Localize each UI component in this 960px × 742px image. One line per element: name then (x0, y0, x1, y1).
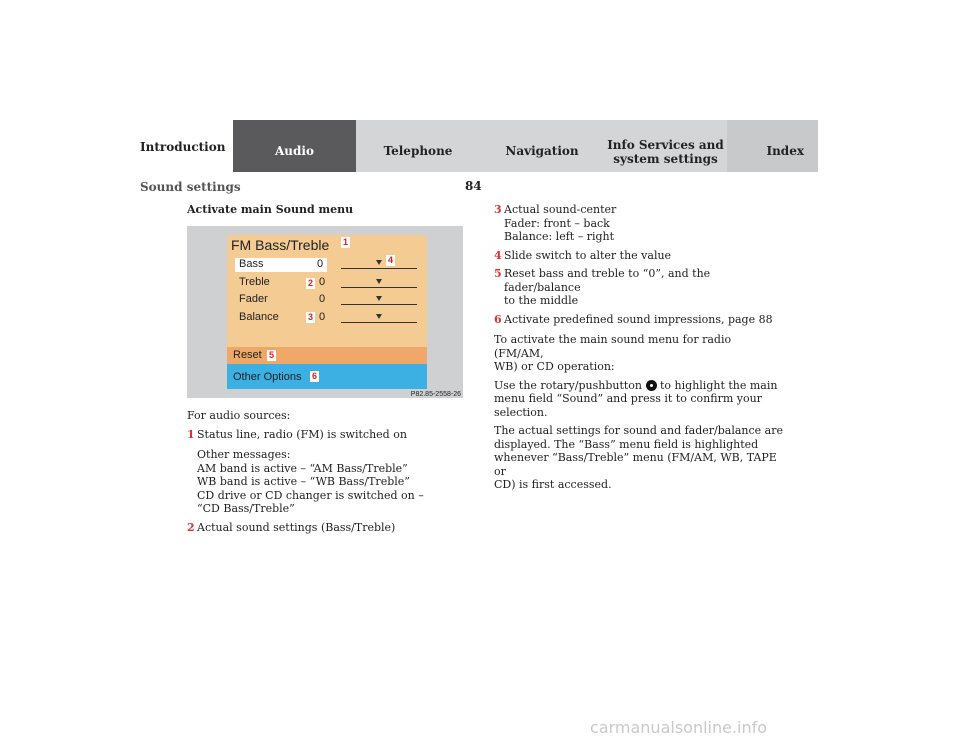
list-item-3: 3 Actual sound-center Fader: front – back Balance: left – right (494, 203, 617, 243)
section-heading: Activate main Sound menu (187, 203, 354, 216)
slider-knob (376, 314, 382, 319)
watermark: carmanualsonline.info (590, 718, 768, 737)
slider-fader (341, 296, 417, 305)
callout-1: 1 (342, 237, 348, 247)
screen-title: FM Bass/Treble (231, 237, 330, 253)
list-item-4: 4 Slide switch to alter the value (494, 248, 672, 262)
callout-3: 3 (307, 312, 313, 322)
paragraph-activate: To activate the main sound menu for radio (FM/AM, WB) or CD operation: (494, 333, 732, 373)
slider-knob (376, 296, 382, 301)
slider-treble (341, 279, 417, 288)
reset-field: Reset (227, 347, 427, 364)
tab-index[interactable]: Index (727, 120, 818, 172)
callout-2: 2 (307, 278, 313, 288)
callout-6: 6 (311, 371, 317, 381)
tab-telephone[interactable]: Telephone (356, 120, 480, 172)
audio-sources-intro: For audio sources: (187, 409, 291, 422)
slider-balance (341, 314, 417, 323)
chapter-tabs (140, 120, 818, 172)
left-column (187, 409, 457, 539)
section-title: Sound settings (140, 180, 241, 194)
tab-info-services[interactable]: Info Services and system settings (604, 120, 727, 172)
list-item-6: 6 Activate predefined sound impressions, page 88 (494, 312, 773, 326)
callout-4: 4 (387, 255, 393, 265)
page-number: 84 (465, 179, 482, 193)
slider-knob (376, 279, 382, 284)
list-item-5: 5 Reset bass and treble to “0”, and the fader/balance to the middle (494, 267, 711, 307)
figure-code: P82.85-2558-26 (410, 391, 461, 398)
callout-5: 5 (268, 350, 274, 360)
list-item-1: 1 Status line, radio (FM) is switched on Other messages: AM band is active – “AM Bass/Treble” WB band is active – “WB Bass/Treble” CD drive or CD changer is switched on – “CD Bass/Treble” (187, 427, 424, 515)
slider-bass (341, 260, 417, 269)
list-item-2: 2 Actual sound settings (Bass/Treble) (187, 520, 396, 534)
right-column (494, 203, 784, 497)
rotary-pushbutton-icon (646, 380, 657, 391)
slider-knob (376, 260, 382, 265)
other-options-field: Other Options (227, 364, 427, 389)
tab-audio[interactable]: Audio (233, 120, 356, 172)
sound-menu-figure (187, 226, 463, 398)
menu-row-bass: Bass 0 (235, 258, 327, 272)
tab-introduction[interactable]: Introduction (140, 120, 233, 172)
tab-navigation[interactable]: Navigation (480, 120, 604, 172)
display-screen: FM Bass/Treble Bass 0 Treble 0 Fader 0 Balance 0 Reset Other Options 1 2 3 4 5 6 (227, 235, 427, 389)
paragraph-actual-settings: The actual settings for sound and fader/balance are displayed. The “Bass” menu field is highlighted whenever “Bass/Treble” menu (FM/AM, WB, TAPE or CD) is first accessed. (494, 424, 784, 491)
paragraph-rotary: Use the rotary/pushbutton to highlight the main menu field “Sound” and press it to confirm your selection. (494, 378, 778, 419)
